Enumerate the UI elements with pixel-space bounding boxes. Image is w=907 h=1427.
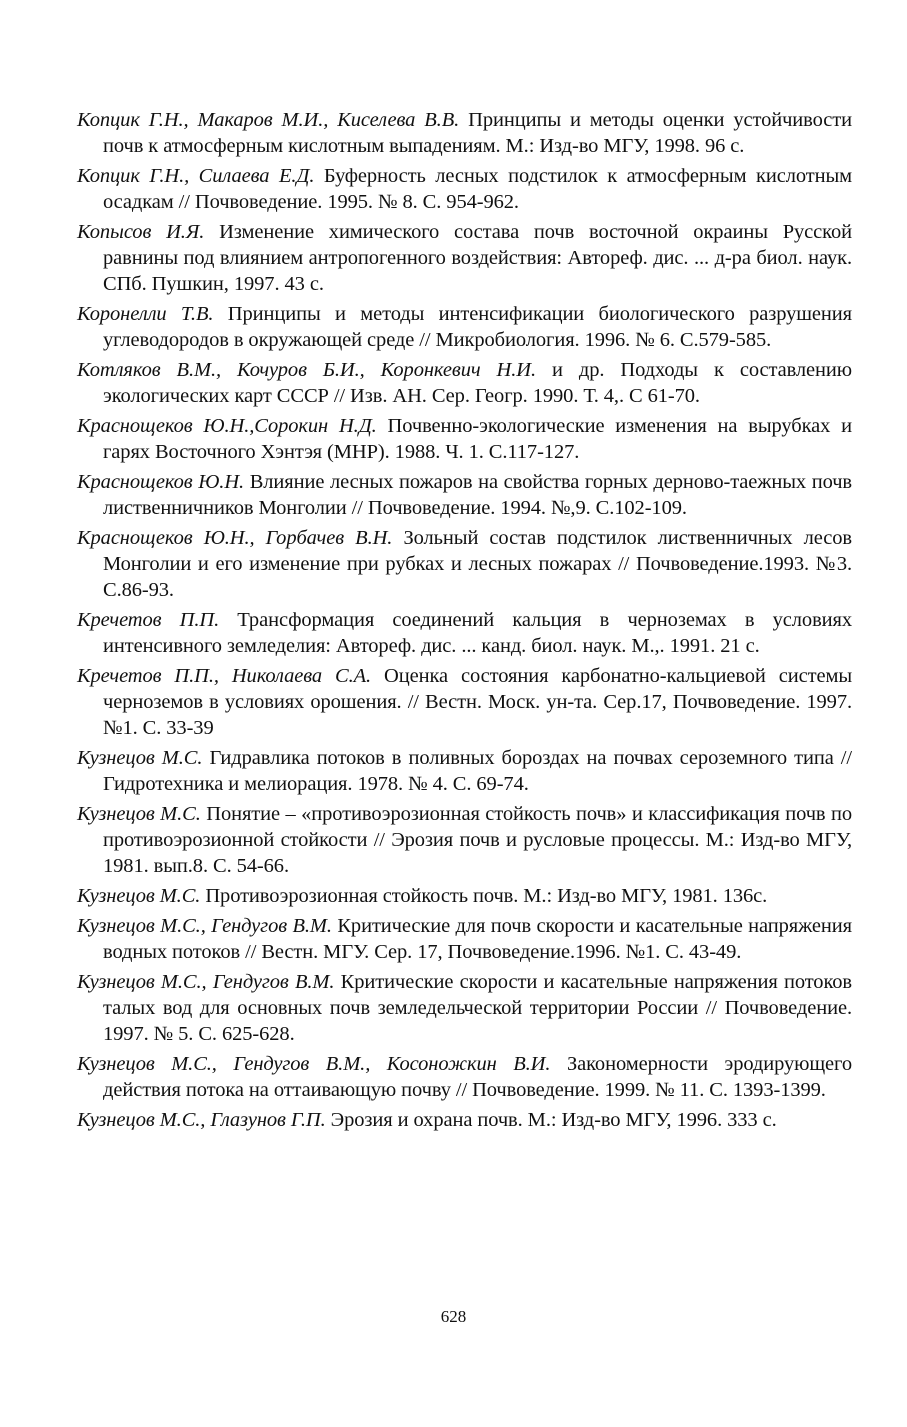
reference-entry [77, 745, 852, 797]
reference-author: Кузнецов М.С. [77, 747, 203, 769]
reference-author: Копцик Г.Н., Силаева Е.Д. [77, 165, 315, 187]
reference-author: Кузнецов М.С., Гендугов В.М. [77, 915, 332, 937]
reference-entry [77, 1107, 852, 1133]
reference-entry [77, 413, 852, 465]
reference-entry [77, 883, 852, 909]
reference-author: Коронелли Т.В. [77, 303, 214, 325]
reference-text: и др. Подходы к составлению экологических карт СССР // Изв. АН. Сер. Геогр. 1990. Т. 4,. С 61-70. [103, 359, 852, 407]
reference-author: Краснощеков Ю.Н., Горбачев В.Н. [77, 527, 393, 549]
reference-author: Копысов И.Я. [77, 221, 205, 243]
reference-text: Оценка состояния карбонатно-кальциевой системы черноземов в условиях орошения. // Вестн. Моск. ун-та. Сер.17, Почвоведение. 1997. №1. С. 33-39 [103, 665, 852, 739]
reference-entry [77, 663, 852, 741]
reference-text: Эрозия и охрана почв. М.: Изд-во МГУ, 1996. 333 с. [330, 1109, 777, 1131]
reference-entry [77, 525, 852, 603]
page-number: 628 [440, 1307, 467, 1326]
reference-entry [77, 801, 852, 879]
reference-entry [77, 301, 852, 353]
reference-text: Трансформация соединений кальция в черноземах в условиях интенсивного земледелия: Автореф. дис. ... канд. биол. наук. М.,. 1991. 21 с. [103, 609, 852, 657]
reference-entry [77, 107, 852, 159]
reference-text: Противоэрозионная стойкость почв. М.: Изд-во МГУ, 1981. 136с. [205, 885, 768, 907]
reference-entry [77, 357, 852, 409]
reference-entry [77, 1051, 852, 1103]
reference-entry [77, 219, 852, 297]
reference-author: Кречетов П.П. [77, 609, 220, 631]
reference-list [77, 107, 852, 1137]
reference-author: Краснощеков Ю.Н.,Сорокин Н.Д. [77, 415, 377, 437]
reference-author: Кузнецов М.С. [77, 803, 201, 825]
reference-author: Копцик Г.Н., Макаров М.И., Киселева В.В. [77, 109, 460, 131]
reference-text: Понятие – «противоэрозионная стойкость почв» и классификация почв по противоэрозионной стойкости // Эрозия почв и русловые процессы. М.: Изд-во МГУ, 1981. вып.8. С. 54-66. [103, 803, 853, 877]
reference-author: Кузнецов М.С., Глазунов Г.П. [77, 1109, 326, 1131]
reference-entry [77, 969, 852, 1047]
reference-text: Принципы и методы интенсификации биологического разрушения углеводородов в окружающей среде // Микробиология. 1996. № 6. С.579-585. [103, 303, 853, 351]
reference-entry [77, 163, 852, 215]
reference-text: Зольный состав подстилок лиственничных лесов Монголии и его изменение при рубках и лесных пожарах // Почвоведение.1993. №3. С.86-93. [103, 527, 852, 601]
reference-text: Принципы и методы оценки устойчивости почв к атмосферным кислотным выпадениям. М.: Изд-во МГУ, 1998. 96 с. [103, 109, 853, 157]
reference-text: Почвенно-экологические изменения на вырубках и гарях Восточного Хэнтэя (МНР). 1988. Ч. 1. С.117-127. [103, 415, 853, 463]
reference-text: Влияние лесных пожаров на свойства горных дерново-таежных почв лиственничников Монголии // Почвоведение. 1994. №,9. С.102-109. [103, 471, 852, 519]
reference-text: Буферность лесных подстилок к атмосферным кислотным осадкам // Почвоведение. 1995. № 8. С. 954-962. [103, 165, 853, 213]
reference-author: Кузнецов М.С., Гендугов В.М. [77, 971, 335, 993]
reference-text: Закономерности эродирующего действия потока на оттаивающую почву // Почвоведение. 1999. № 11. С. 1393-1399. [103, 1053, 853, 1101]
reference-author: Кузнецов М.С. [77, 885, 201, 907]
reference-text: Изменение химического состава почв восточной окраины Русской равнины под влиянием антропогенного воздействия: Автореф. дис. ... д-ра биол. наук. СПб. Пушкин, 1997. 43 с. [103, 221, 852, 295]
reference-entry [77, 469, 852, 521]
reference-author: Котляков В.М., Кочуров Б.И., Коронкевич Н.И. [77, 359, 536, 381]
reference-text: Критические скорости и касательные напряжения потоков талых вод для основных почв земледельческой территории России // Почвоведение. 1997. № 5. С. 625-628. [103, 971, 852, 1045]
reference-text: Гидравлика потоков в поливных бороздах на почвах сероземного типа // Гидротехника и мелиорация. 1978. № 4. С. 69-74. [103, 747, 852, 795]
reference-author: Кречетов П.П., Николаева С.А. [77, 665, 372, 687]
reference-entry [77, 913, 852, 965]
reference-author: Кузнецов М.С., Гендугов В.М., Косоножкин В.И. [77, 1053, 551, 1075]
reference-entry [77, 607, 852, 659]
reference-author: Краснощеков Ю.Н. [77, 471, 245, 493]
reference-text: Критические для почв скорости и касательные напряжения водных потоков // Вестн. МГУ. Сер. 17, Почвоведение.1996. №1. С. 43-49. [103, 915, 852, 963]
